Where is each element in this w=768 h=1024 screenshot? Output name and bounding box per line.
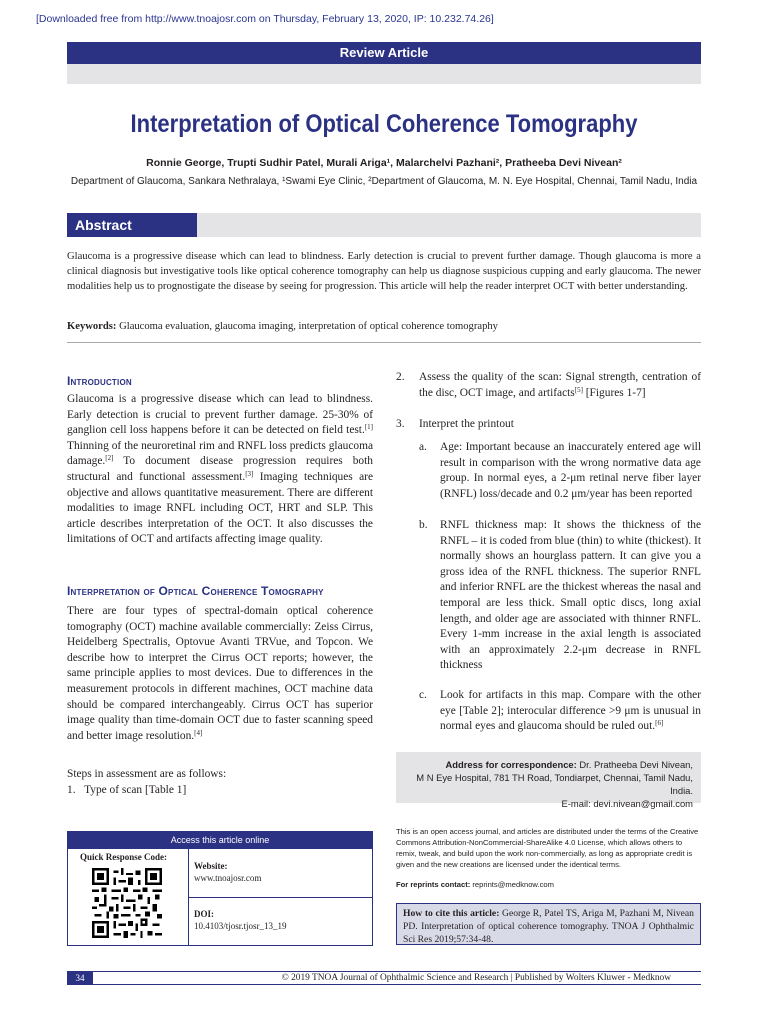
step-3-number: 3. [396,418,405,430]
introduction-heading: Introduction [67,374,132,388]
citation-text: George R, Patel TS, Ariga M, Pazhani M, Nivean PD. Interpretation of optical coherence tomography. TNOA J Ophthalmic Sci Res 2019;57:34-48. [403,908,694,945]
article-type-banner: Review Article [67,42,701,64]
correspondence-address: M N Eye Hospital, 781 TH Road, Tondiarpet, Chennai, Tamil Nadu, India. [416,772,693,796]
introduction-text: Glaucoma is a progressive disease which can lead to blindness. Early detection is crucial to prevent further damage. 25-30% of ganglion cell loss happens before it can be detected on field test.[1] Thinning of the neuroretinal rim and RNFL loss predicts glaucoma damage.[2] To document disease progression requires both structural and functional assessment.[3] Imaging techniques are objective and allows quantitative measurement. There are different modalities to image RNFL including OCT, HRT and SLP. This article describes interpretation of the OCT. It also discusses the limitations of OCT and artifacts affecting image quality. [67,393,374,546]
step-2-number: 2. [396,371,405,383]
license-text: This is an open access journal, and articles are distributed under the terms of the Creative Commons Attribution-NonCommercial-ShareAlike 4.0 License, which allows others to remix, tweak, and build upon the work non-commercially, as long as appropriate credit is given and the new creations are licensed under the identical terms. [396,827,699,869]
correspondence-email[interactable]: E-mail: devi.nivean@gmail.com [561,798,693,809]
ref-3[interactable]: [3] [245,469,254,478]
citation-label: How to cite this article: [403,908,500,919]
ref-6[interactable]: [6] [655,719,664,728]
correspondence-box [396,752,701,809]
doi-link[interactable]: 10.4103/tjosr.tjosr_13_19 [194,921,287,931]
affiliations: Department of Glaucoma, Sankara Nethralaya, ¹Swami Eye Clinic, ²Department of Glaucoma, M. N. Eye Hospital, Chennai, Tamil Nadu, India [70,176,698,187]
website-label: Website: [194,861,228,871]
correspondence-label: Address for correspondence: [445,759,577,770]
website-link[interactable]: www.tnoajosr.com [194,873,262,883]
abstract-rule [67,342,701,343]
citation-box [396,903,701,945]
item-b-number: b. [419,519,428,531]
interpretation-heading: Interpretation of Optical Coherence Tomography [67,584,324,598]
qr-code-icon[interactable] [92,868,162,938]
keywords [67,319,701,334]
page-number: 34 [67,971,93,985]
ref-5[interactable]: [5] [574,385,583,394]
reprints-email[interactable]: reprints@medknow.com [472,880,554,889]
ref-2[interactable]: [2] [105,454,114,463]
step-2: Assess the quality of the scan: Signal strength, centration of the disc, OCT image, and artifacts[5] [Figures 1-7] [419,371,701,399]
reprints-contact: For reprints contact: reprints@medknow.com [396,880,554,889]
correspondence-name: Dr. Pratheeba Devi Nivean, [579,759,693,770]
banner-divider [67,64,701,84]
item-c: Look for artifacts in this map. Compare with the other eye [Table 2]; interocular difference >9 μm is unusual in normal eyes and glaucoma should be ruled out.[6] [440,689,701,733]
qr-label: Quick Response Code: [80,852,168,862]
abstract-heading: Abstract [67,213,197,237]
step-1: 1. Type of scan [Table 1] [67,784,187,796]
item-c-number: c. [419,689,427,701]
article-title: Interpretation of Optical Coherence Tomography [130,110,638,138]
footer-text: © 2019 TNOA Journal of Ophthalmic Science and Research | Published by Wolters Kluwer - Medknow [281,973,671,983]
doi-label: DOI: [194,909,214,919]
interpretation-text: There are four types of spectral-domain optical coherence tomography (OCT) machine available commercially: Zeiss Cirrus, Heidelberg Spectralis, Optovue Avanti TRVue, and Topcon. We describe how to interpret the Cirrus OCT reports; however, the same principle applies to most devices. Due to differences in the measurement protocols in different machines, OCT machine data should be compared interchangeably. Cirrus OCT has superior image quality than time-domain OCT due to faster scanning speed and better image resolution.[4] [67,605,373,742]
access-heading: Access this article online [67,831,373,849]
ref-4[interactable]: [4] [194,728,203,737]
keywords-label: Keywords: [67,321,117,332]
item-a: Age: Important because an inaccurately entered age will result in comparison with the wrong normative data age group. In normal eyes, a 2-μm retinal nerve fiber layer (RNFL) loss/decade and 0.2 μm/year has been reported [440,441,701,500]
step-3: Interpret the printout [419,418,514,430]
access-divider-horizontal [188,897,373,898]
author-list: Ronnie George, Trupti Sudhir Patel, Murali Ariga¹, Malarchelvi Pazhani², Pratheeba Devi Nivean² [146,157,622,169]
keywords-value: Glaucoma evaluation, glaucoma imaging, interpretation of optical coherence tomography [119,321,498,332]
item-a-number: a. [419,441,427,453]
abstract-text: Glaucoma is a progressive disease which can lead to blindness. Early detection is crucial to prevent further damage. Though glaucoma is more a clinical diagnosis but investigative tools like optical coherence tomography can help us diagnose suspicious cupping and early glaucoma. The newer modalities help us to prognostigate the disease by seeing for progression. This article will help the reader interpret OCT with better understanding. [67,251,701,292]
download-notice: [Downloaded free from http://www.tnoajosr.com on Thursday, February 13, 2020, IP: 10.232.74.26] [36,13,494,25]
steps-lead: Steps in assessment are as follows: [67,768,227,780]
item-b: RNFL thickness map: It shows the thickness of the RNFL – it is coded from blue (thin) to white (thickest). It normally shows an hourglass pattern. It can give you a gross idea of the RNFL thickness. The superior RNFL and inferior RNFL are the thickest whereas the nasal and temporal are less thick. Small optic discs, long axial length, and older age are associated with thinner RNFL. Every 1-mm increase in the axial length is associated with an approximately 2.2-μm decrease in RNFL thickness [440,519,701,672]
ref-1[interactable]: [1] [364,423,373,432]
